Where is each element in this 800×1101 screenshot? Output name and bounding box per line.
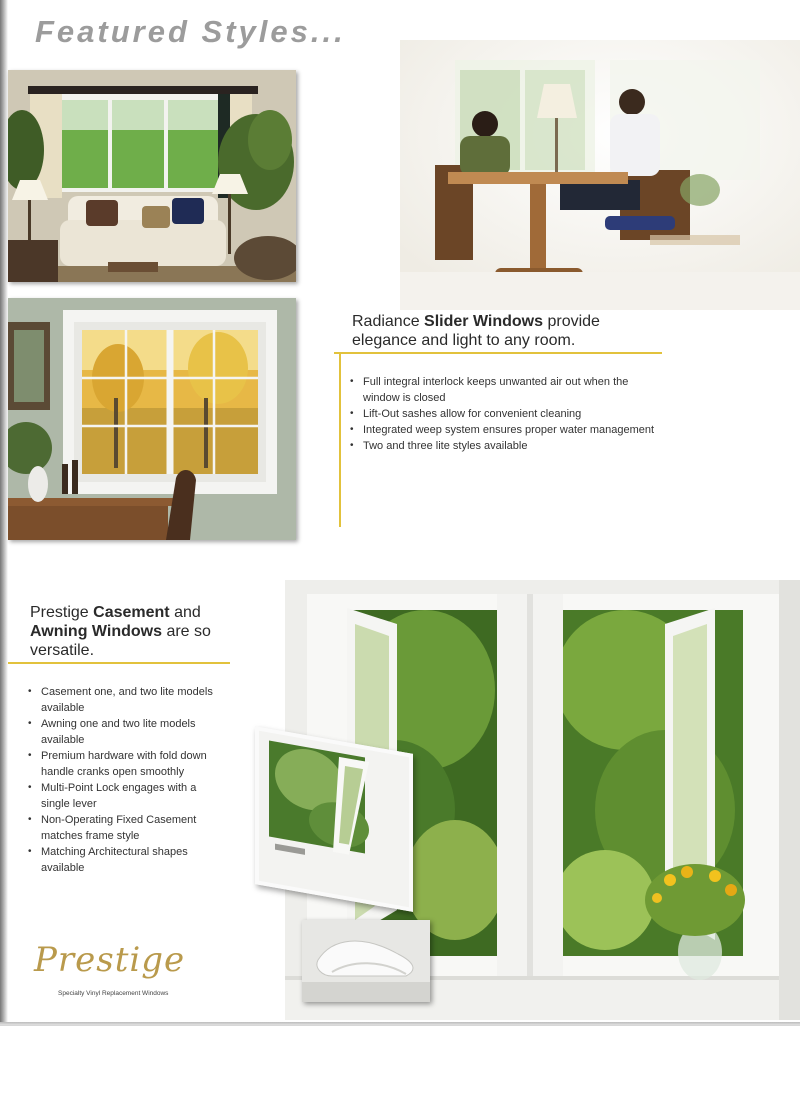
heading-lead-text: Prestige (30, 604, 94, 621)
brand-name: Prestige (34, 940, 186, 980)
awning-window-photo (255, 726, 413, 912)
dining-nook-photo (400, 40, 800, 310)
list-item: • Casement one, and two lite models available (28, 684, 223, 716)
list-item: • Awning one and two lite models available (28, 716, 223, 748)
casement-feature-list (28, 684, 223, 876)
slider-vertical-divider (339, 352, 341, 527)
page-edge (0, 0, 8, 1100)
slider-feature-list (350, 374, 660, 454)
slider-windows-heading (352, 312, 652, 350)
casement-awning-heading (30, 603, 230, 660)
list-item: • Premium hardware with fold down handle cranks open smoothly (28, 748, 223, 780)
list-item: • Full integral interlock keeps unwanted air out when the window is closed (350, 374, 660, 406)
list-item: • Multi-Point Lock engages with a single lever (28, 780, 223, 812)
list-item: • Integrated weep system ensures proper water management (350, 422, 660, 438)
heading-mid-text: and (169, 604, 201, 621)
living-room-photo (8, 70, 296, 282)
heading-tail-text: provide elegance and light to any room. (352, 313, 600, 349)
casement-heading-divider (8, 662, 230, 664)
heading-lead-text: Radiance (352, 313, 425, 330)
page-bottom-margin (0, 1025, 800, 1101)
heading-bold-text: Casement (93, 604, 170, 621)
list-item: • Lift-Out sashes allow for convenient cleaning (350, 406, 660, 422)
list-item: • Non-Operating Fixed Casement matches frame style (28, 812, 223, 844)
fold-down-handle-photo (302, 920, 430, 1002)
slider-heading-divider (334, 352, 662, 354)
heading-bold-text: Awning Windows (30, 623, 162, 640)
prestige-logo (30, 940, 190, 1002)
heading-bold-text: Slider Windows (424, 313, 544, 330)
page-title: Featured Styles... (35, 14, 346, 49)
list-item: • Two and three lite styles available (350, 438, 660, 454)
heading-tail-text: are so versatile. (30, 623, 211, 659)
brand-tagline: Specialty Vinyl Replacement Windows (58, 990, 169, 997)
slider-window-photo (8, 298, 296, 540)
list-item: • Matching Architectural shapes available (28, 844, 223, 876)
